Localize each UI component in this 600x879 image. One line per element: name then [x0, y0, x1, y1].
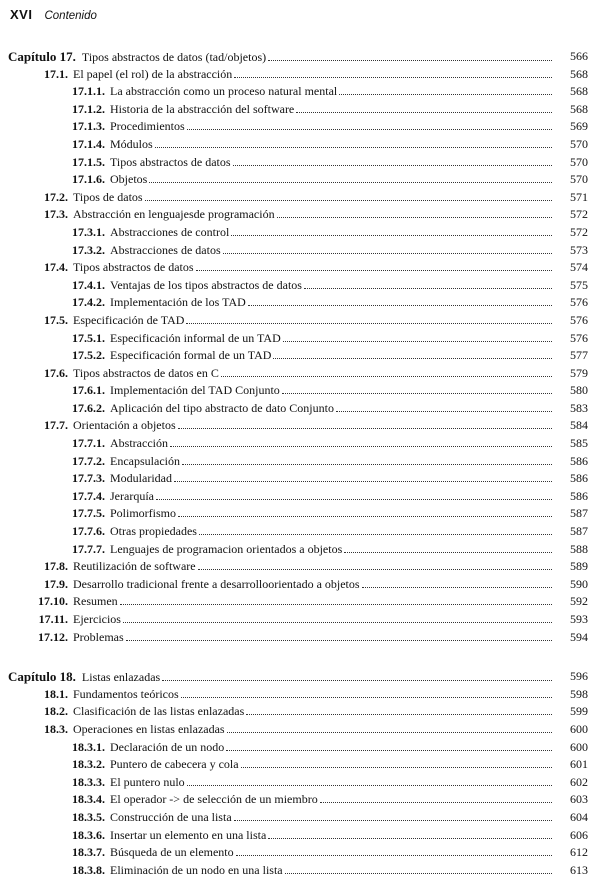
toc-number: Capítulo 18.: [8, 669, 76, 685]
toc-entry: [20, 365, 556, 383]
toc-number: 18.3.1.: [72, 739, 105, 754]
toc-number: 17.6.: [44, 365, 68, 380]
toc-title: Clasificación de las listas enlazadas: [73, 704, 245, 719]
toc-entry: [72, 83, 556, 101]
toc-entry: [72, 862, 556, 879]
toc-entry: [20, 576, 556, 594]
toc-number: 17.7.6.: [72, 524, 105, 539]
toc-section-row: [0, 629, 600, 647]
toc-page-number: 569: [570, 119, 588, 134]
toc-entry: [20, 558, 556, 576]
toc-number: 17.7.1.: [72, 436, 105, 451]
toc-subsection-row: [0, 242, 600, 260]
toc-entry: [72, 154, 556, 172]
toc-entry: [8, 668, 556, 687]
toc-entry: [20, 611, 556, 629]
toc-page-number: 570: [570, 136, 588, 151]
toc-page-number: 612: [570, 845, 588, 860]
toc-page-number: 603: [570, 792, 588, 807]
toc-subsection-row: [0, 756, 600, 774]
dot-leader: [155, 147, 552, 148]
toc-number: 17.4.: [44, 260, 68, 275]
table-of-contents: [0, 48, 600, 879]
toc-page-number: 570: [570, 172, 588, 187]
toc-page-number: 568: [570, 66, 588, 81]
toc-page-number: 586: [570, 488, 588, 503]
toc-number: 17.3.1.: [72, 224, 105, 239]
toc-number: 17.2.: [44, 189, 68, 204]
dot-leader: [223, 253, 552, 254]
toc-page-number: 598: [570, 686, 588, 701]
toc-number: 17.1.: [44, 66, 68, 81]
toc-entry: [20, 206, 556, 224]
dot-leader: [304, 288, 552, 289]
toc-title: El puntero nulo: [110, 774, 185, 789]
toc-page-number: 587: [570, 506, 588, 521]
dot-leader: [123, 622, 552, 623]
toc-number: 17.4.1.: [72, 277, 105, 292]
toc-section-row: [0, 66, 600, 84]
toc-number: 17.7.3.: [72, 471, 105, 486]
toc-title: Historia de la abstracción del software: [110, 101, 295, 116]
toc-number: 18.3.4.: [72, 792, 105, 807]
toc-chapter-row: [0, 668, 600, 686]
toc-number: 17.1.6.: [72, 172, 105, 187]
toc-entry: [72, 294, 556, 312]
toc-page-number: 600: [570, 721, 588, 736]
toc-entry: [72, 242, 556, 260]
toc-title: Encapsulación: [110, 453, 180, 468]
toc-subsection-row: [0, 791, 600, 809]
toc-title: Tipos abstractos de datos en C: [73, 365, 219, 380]
toc-subsection-row: [0, 827, 600, 845]
dot-leader: [187, 129, 552, 130]
toc-page-number: 588: [570, 541, 588, 556]
toc-title: Aplicación del tipo abstracto de dato Conjunto: [110, 400, 334, 415]
toc-title: Abstracciones de control: [110, 224, 230, 239]
toc-entry: [72, 224, 556, 242]
toc-title: Abstracción: [110, 436, 168, 451]
toc-number: Capítulo 17.: [8, 49, 76, 64]
toc-number: 18.3.: [44, 721, 68, 736]
toc-entry: [72, 470, 556, 488]
toc-title: Orientación a objetos: [73, 418, 176, 433]
toc-subsection-row: [0, 294, 600, 312]
page-folio: XVI: [10, 7, 33, 22]
toc-page-number: 585: [570, 436, 588, 451]
toc-title: Tipos abstractos de datos: [110, 154, 231, 169]
dot-leader: [268, 60, 552, 61]
toc-title: Listas enlazadas: [81, 670, 161, 685]
toc-number: 17.1.2.: [72, 101, 105, 116]
toc-page-number: 587: [570, 524, 588, 539]
toc-title: Problemas: [73, 629, 124, 644]
toc-section-row: [0, 365, 600, 383]
toc-page-number: 601: [570, 757, 588, 772]
toc-section-row: [0, 611, 600, 629]
dot-leader: [196, 270, 552, 271]
toc-entry: [72, 844, 556, 862]
dot-leader: [283, 341, 552, 342]
toc-title: Especificación de TAD: [73, 312, 185, 327]
toc-entry: [72, 488, 556, 506]
toc-page-number: 593: [570, 612, 588, 626]
dot-leader: [174, 481, 552, 482]
toc-page-number: 596: [570, 669, 588, 684]
toc-entry: [72, 277, 556, 295]
toc-subsection-row: [0, 224, 600, 242]
dot-leader: [226, 750, 552, 751]
toc-page-number: 606: [570, 827, 588, 842]
toc-section-row: [0, 259, 600, 277]
toc-title: Reutilización de software: [73, 559, 196, 574]
toc-title: Especificación informal de un TAD: [110, 330, 281, 345]
toc-page-number: 583: [570, 400, 588, 415]
running-title: Contenido: [44, 10, 97, 22]
toc-number: 18.3.3.: [72, 774, 105, 789]
toc-entry: [72, 347, 556, 365]
toc-title: Resumen: [73, 594, 118, 609]
toc-title: Tipos abstractos de datos (tad/objetos): [81, 50, 267, 64]
toc-page-number: 590: [570, 576, 588, 591]
toc-number: 17.7.4.: [72, 488, 105, 503]
toc-title: Ventajas de los tipos abstractos de datos: [110, 277, 302, 292]
toc-page-number: 576: [570, 295, 588, 310]
toc-page-number: 599: [570, 704, 588, 719]
toc-subsection-row: [0, 453, 600, 471]
toc-entry: [72, 400, 556, 418]
dot-leader: [285, 873, 552, 874]
toc-subsection-row: [0, 774, 600, 792]
toc-entry: [20, 189, 556, 207]
toc-page-number: 586: [570, 471, 588, 486]
toc-page-number: 579: [570, 365, 588, 380]
toc-number: 17.7.7.: [72, 541, 105, 556]
toc-entry: [72, 382, 556, 400]
toc-number: 18.3.8.: [72, 862, 105, 877]
toc-number: 17.3.: [44, 207, 68, 222]
toc-title: Abstracciones de datos: [110, 242, 221, 257]
dot-leader: [344, 552, 552, 553]
toc-page-number: 577: [570, 348, 588, 363]
toc-title: Puntero de cabecera y cola: [110, 757, 239, 772]
toc-title: Otras propiedades: [110, 524, 197, 539]
dot-leader: [199, 534, 552, 535]
toc-subsection-row: [0, 347, 600, 365]
toc-title: Jerarquía: [110, 488, 154, 503]
toc-number: 18.3.7.: [72, 845, 105, 860]
toc-page-number: 574: [570, 260, 588, 275]
dot-leader: [221, 376, 552, 377]
dot-leader: [126, 640, 552, 641]
toc-subsection-row: [0, 739, 600, 757]
toc-subsection-row: [0, 470, 600, 488]
toc-number: 17.7.2.: [72, 453, 105, 468]
dot-leader: [187, 785, 552, 786]
toc-page-number: 573: [570, 242, 588, 257]
toc-number: 17.5.2.: [72, 348, 105, 363]
toc-title: Búsqueda de un elemento: [110, 845, 234, 860]
toc-entry: [72, 505, 556, 523]
toc-page-number: 570: [570, 154, 588, 169]
toc-entry: [20, 312, 556, 330]
toc-page-number: 586: [570, 453, 588, 468]
toc-entry: [72, 774, 556, 792]
toc-section-row: [0, 189, 600, 207]
dot-leader: [198, 569, 552, 570]
toc-page-number: 604: [570, 809, 588, 824]
toc-number: 18.3.6.: [72, 827, 105, 842]
toc-number: 17.11.: [38, 612, 68, 626]
toc-entry: [20, 259, 556, 277]
toc-subsection-row: [0, 435, 600, 453]
page-header: [10, 7, 97, 27]
toc-number: 17.6.2.: [72, 400, 105, 415]
toc-number: 17.5.1.: [72, 330, 105, 345]
toc-entry: [72, 118, 556, 136]
toc-page-number: 572: [570, 224, 588, 239]
dot-leader: [248, 305, 552, 306]
dot-leader: [339, 94, 552, 95]
toc-title: Lenguajes de programacion orientados a objetos: [110, 541, 343, 556]
toc-title: Abstracción en lenguajesde programación: [73, 207, 275, 222]
toc-page-number: 589: [570, 559, 588, 574]
toc-section-row: [0, 593, 600, 611]
dot-leader: [181, 697, 552, 698]
toc-title: Tipos abstractos de datos: [73, 260, 194, 275]
toc-section-row: [0, 312, 600, 330]
toc-title: Eliminación de un nodo en una lista: [110, 862, 283, 877]
dot-leader: [145, 200, 552, 201]
toc-title: Construcción de una lista: [110, 809, 232, 824]
toc-title: Módulos: [110, 136, 153, 151]
toc-entry: [20, 686, 556, 704]
toc-page-number: 584: [570, 418, 588, 433]
dot-leader: [149, 182, 552, 183]
toc-title: Procedimientos: [110, 119, 185, 134]
dot-leader: [236, 855, 552, 856]
dot-leader: [296, 112, 552, 113]
toc-title: Modularidad: [110, 471, 172, 486]
toc-subsection-row: [0, 488, 600, 506]
dot-leader: [234, 820, 552, 821]
dot-leader: [241, 767, 552, 768]
toc-number: 17.1.5.: [72, 154, 105, 169]
toc-number: 17.3.2.: [72, 242, 105, 257]
toc-entry: [72, 171, 556, 189]
toc-number: 17.7.: [44, 418, 68, 433]
toc-title: Ejercicios: [73, 612, 121, 626]
toc-title: Operaciones en listas enlazadas: [73, 721, 225, 736]
toc-number: 18.3.5.: [72, 809, 105, 824]
toc-page-number: 600: [570, 739, 588, 754]
toc-number: 17.1.1.: [72, 84, 105, 99]
toc-number: 17.4.2.: [72, 295, 105, 310]
toc-subsection-row: [0, 862, 600, 879]
toc-section-row: [0, 686, 600, 704]
dot-leader: [227, 732, 552, 733]
dot-leader: [231, 235, 552, 236]
toc-entry: [72, 136, 556, 154]
toc-subsection-row: [0, 101, 600, 119]
toc-section-row: [0, 703, 600, 721]
toc-section-row: [0, 206, 600, 224]
toc-page-number: 576: [570, 330, 588, 345]
toc-subsection-row: [0, 844, 600, 862]
toc-page-number: 592: [570, 594, 588, 609]
toc-title: Especificación formal de un TAD: [110, 348, 272, 363]
dot-leader: [246, 714, 552, 715]
toc-title: Fundamentos teóricos: [73, 686, 179, 701]
toc-section-row: [0, 558, 600, 576]
toc-title: Objetos: [110, 172, 148, 187]
toc-subsection-row: [0, 83, 600, 101]
dot-leader: [320, 802, 552, 803]
toc-section-row: [0, 576, 600, 594]
toc-entry: [72, 453, 556, 471]
toc-number: 17.5.: [44, 312, 68, 327]
toc-number: 17.8.: [44, 559, 68, 574]
dot-leader: [186, 323, 552, 324]
toc-title: Implementación de los TAD: [110, 295, 246, 310]
toc-number: 18.1.: [44, 686, 68, 701]
toc-subsection-row: [0, 505, 600, 523]
toc-entry: [72, 101, 556, 119]
toc-number: 17.1.4.: [72, 136, 105, 151]
toc-page-number: 613: [570, 862, 588, 877]
toc-entry: [20, 417, 556, 435]
dot-leader: [170, 446, 552, 447]
toc-title: La abstracción como un proceso natural mental: [110, 84, 338, 99]
toc-entry: [72, 330, 556, 348]
dot-leader: [162, 680, 552, 681]
dot-leader: [277, 217, 552, 218]
dot-leader: [282, 393, 552, 394]
toc-entry: [20, 703, 556, 721]
toc-entry: [20, 593, 556, 611]
toc-entry: [20, 629, 556, 647]
toc-page-number: 602: [570, 774, 588, 789]
toc-number: 17.10.: [38, 594, 68, 609]
toc-subsection-row: [0, 330, 600, 348]
toc-page-number: 575: [570, 277, 588, 292]
toc-number: 18.3.2.: [72, 757, 105, 772]
toc-subsection-row: [0, 541, 600, 559]
dot-leader: [182, 464, 552, 465]
toc-title: Implementación del TAD Conjunto: [110, 383, 280, 398]
toc-entry: [72, 739, 556, 757]
toc-entry: [72, 523, 556, 541]
toc-entry: [72, 435, 556, 453]
toc-subsection-row: [0, 523, 600, 541]
toc-entry: [8, 48, 556, 67]
chapter-gap: [0, 646, 600, 668]
toc-entry: [72, 541, 556, 559]
toc-section-row: [0, 721, 600, 739]
toc-page-number: 594: [570, 629, 588, 644]
toc-subsection-row: [0, 118, 600, 136]
toc-title: Insertar un elemento en una lista: [110, 827, 267, 842]
toc-page-number: 580: [570, 383, 588, 398]
toc-title: El papel (el rol) de la abstracción: [73, 66, 233, 81]
toc-entry: [72, 756, 556, 774]
toc-page-number: 572: [570, 207, 588, 222]
toc-number: 17.7.5.: [72, 506, 105, 521]
dot-leader: [273, 358, 552, 359]
toc-title: Tipos de datos: [73, 189, 143, 204]
toc-entry: [72, 791, 556, 809]
dot-leader: [120, 604, 552, 605]
toc-page-number: 568: [570, 84, 588, 99]
toc-number: 17.12.: [38, 629, 68, 644]
dot-leader: [336, 411, 552, 412]
dot-leader: [268, 838, 552, 839]
toc-title: Desarrollo tradicional frente a desarrolloorientado a objetos: [73, 576, 360, 591]
toc-entry: [72, 827, 556, 845]
toc-subsection-row: [0, 382, 600, 400]
toc-section-row: [0, 417, 600, 435]
toc-subsection-row: [0, 136, 600, 154]
toc-chapter-row: [0, 48, 600, 66]
toc-number: 17.9.: [44, 576, 68, 591]
toc-page-number: 571: [570, 189, 588, 204]
toc-number: 17.1.3.: [72, 119, 105, 134]
toc-subsection-row: [0, 400, 600, 418]
dot-leader: [362, 587, 552, 588]
dot-leader: [156, 499, 552, 500]
toc-page-number: 576: [570, 312, 588, 327]
toc-page-number: 566: [570, 49, 588, 63]
toc-subsection-row: [0, 171, 600, 189]
toc-title: El operador -> de selección de un miembro: [110, 792, 318, 807]
dot-leader: [233, 165, 552, 166]
dot-leader: [178, 516, 552, 517]
toc-title: Polimorfismo: [110, 506, 177, 521]
toc-number: 18.2.: [44, 704, 68, 719]
toc-subsection-row: [0, 277, 600, 295]
dot-leader: [234, 77, 552, 78]
toc-subsection-row: [0, 154, 600, 172]
toc-page-number: 568: [570, 101, 588, 116]
toc-title: Declaración de un nodo: [110, 739, 225, 754]
dot-leader: [178, 428, 552, 429]
toc-number: 17.6.1.: [72, 383, 105, 398]
toc-entry: [20, 721, 556, 739]
toc-entry: [20, 66, 556, 84]
